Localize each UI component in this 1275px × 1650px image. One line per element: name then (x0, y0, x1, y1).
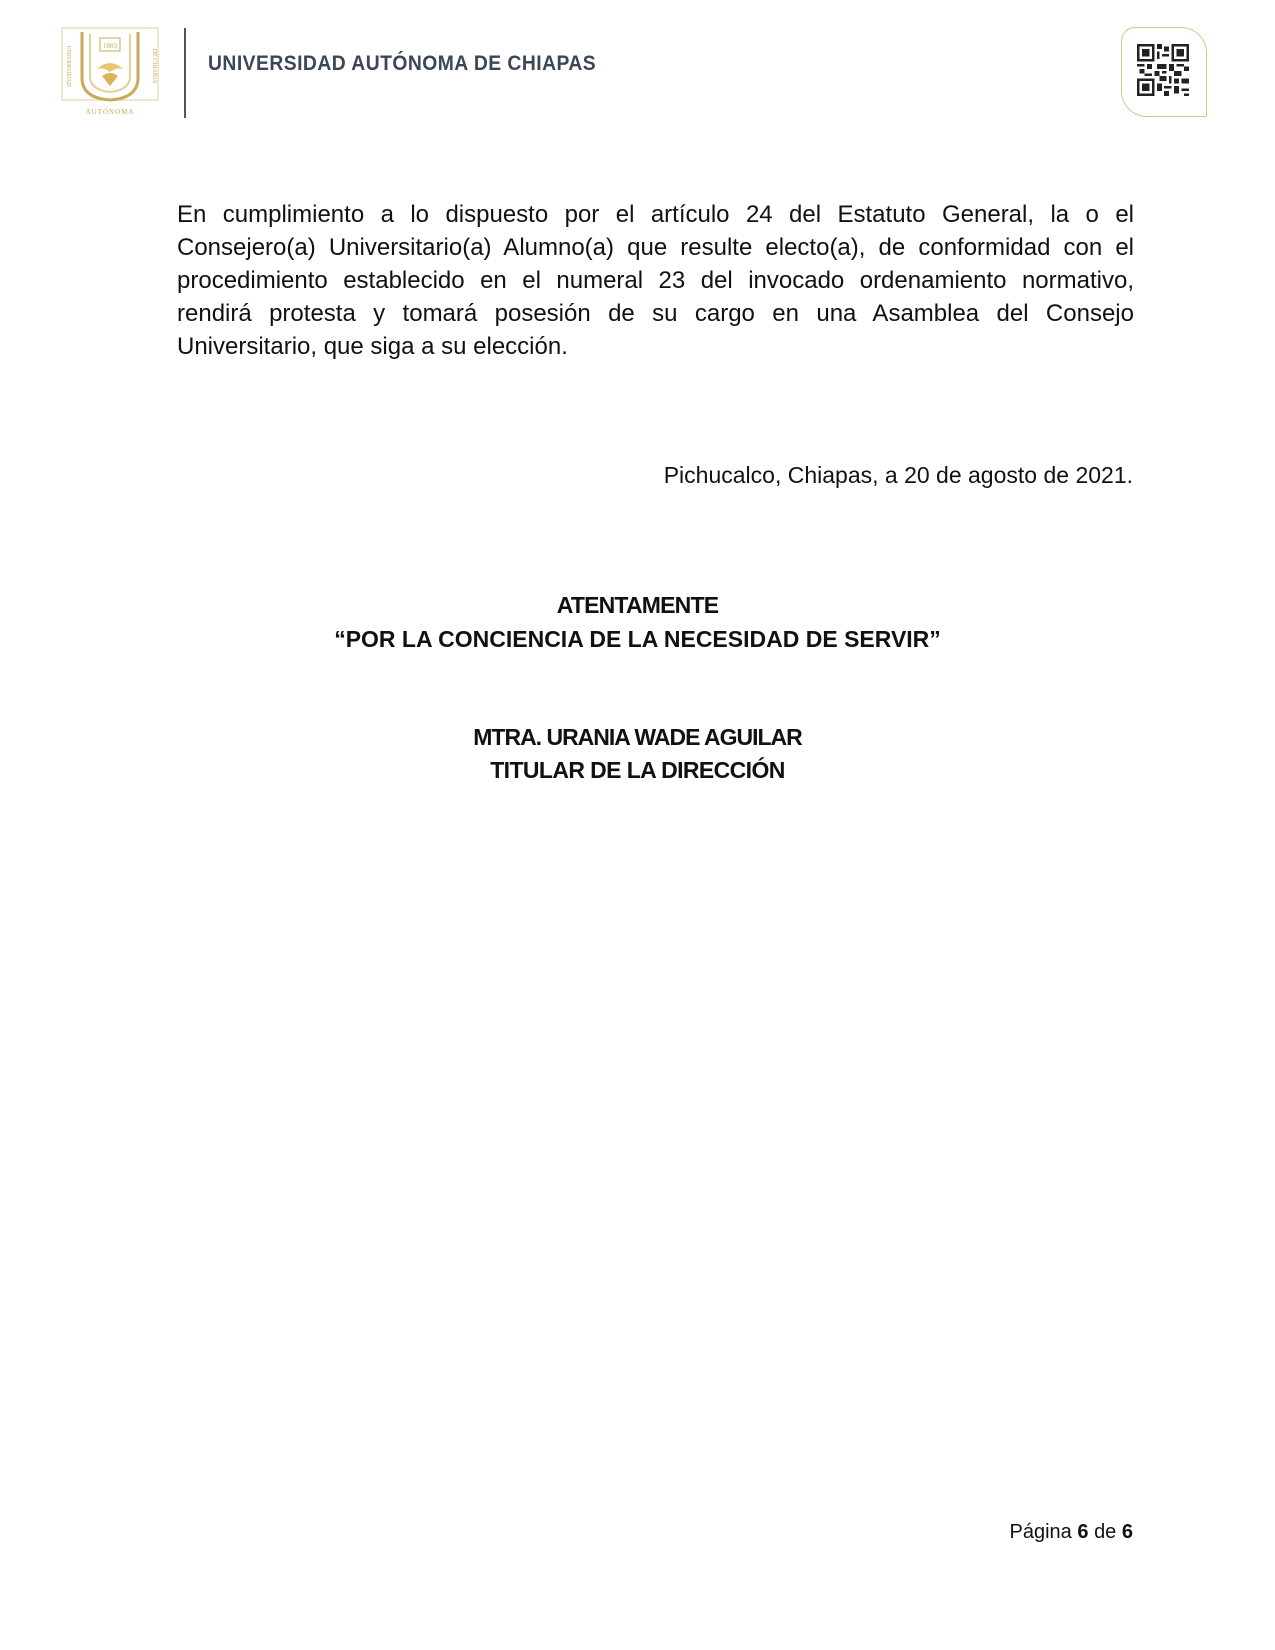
qr-code-frame (1121, 27, 1207, 117)
closing-salutation: ATENTAMENTE (556, 592, 719, 618)
page-number (1010, 1521, 1133, 1544)
place-and-date: Pichucalco, Chiapas, a 20 de agosto de 2021. (663, 462, 1133, 488)
svg-text:DE CHIAPAS: DE CHIAPAS (151, 48, 157, 84)
university-name: UNIVERSIDAD AUTÓNOMA DE CHIAPAS (208, 52, 597, 75)
body-paragraph: En cumplimiento a lo dispuesto por el artículo 24 del Estatuto General, la o el Consejero(a) Universitario(a) Alumno(a) que resulte electo(a), de conformidad con el procedimiento establecido en el numeral 23 del invocado ordenamiento normativo, rendirá protesta y tomará posesión de su cargo en una Asamblea del Consejo Universitario, que siga a su elección. (177, 201, 1134, 360)
university-logo (60, 26, 160, 118)
page-separator: de (1094, 1521, 1117, 1543)
current-page: 6 (1077, 1521, 1089, 1543)
header-divider (184, 28, 186, 118)
page-label: Página (1009, 1521, 1072, 1543)
institutional-motto: “POR LA CONCIENCIA DE LA NECESIDAD DE SERVIR” (334, 626, 941, 652)
total-pages: 6 (1121, 1521, 1133, 1543)
signer-name: MTRA. URANIA WADE AGUILAR (473, 724, 802, 750)
svg-text:UNIVERSIDAD: UNIVERSIDAD (65, 45, 71, 87)
signer-title: TITULAR DE LA DIRECCIÓN (490, 757, 785, 783)
svg-text:1883: 1883 (103, 42, 117, 50)
svg-text:AUTÓNOMA: AUTÓNOMA (85, 108, 135, 116)
qr-code-icon (1137, 44, 1189, 96)
